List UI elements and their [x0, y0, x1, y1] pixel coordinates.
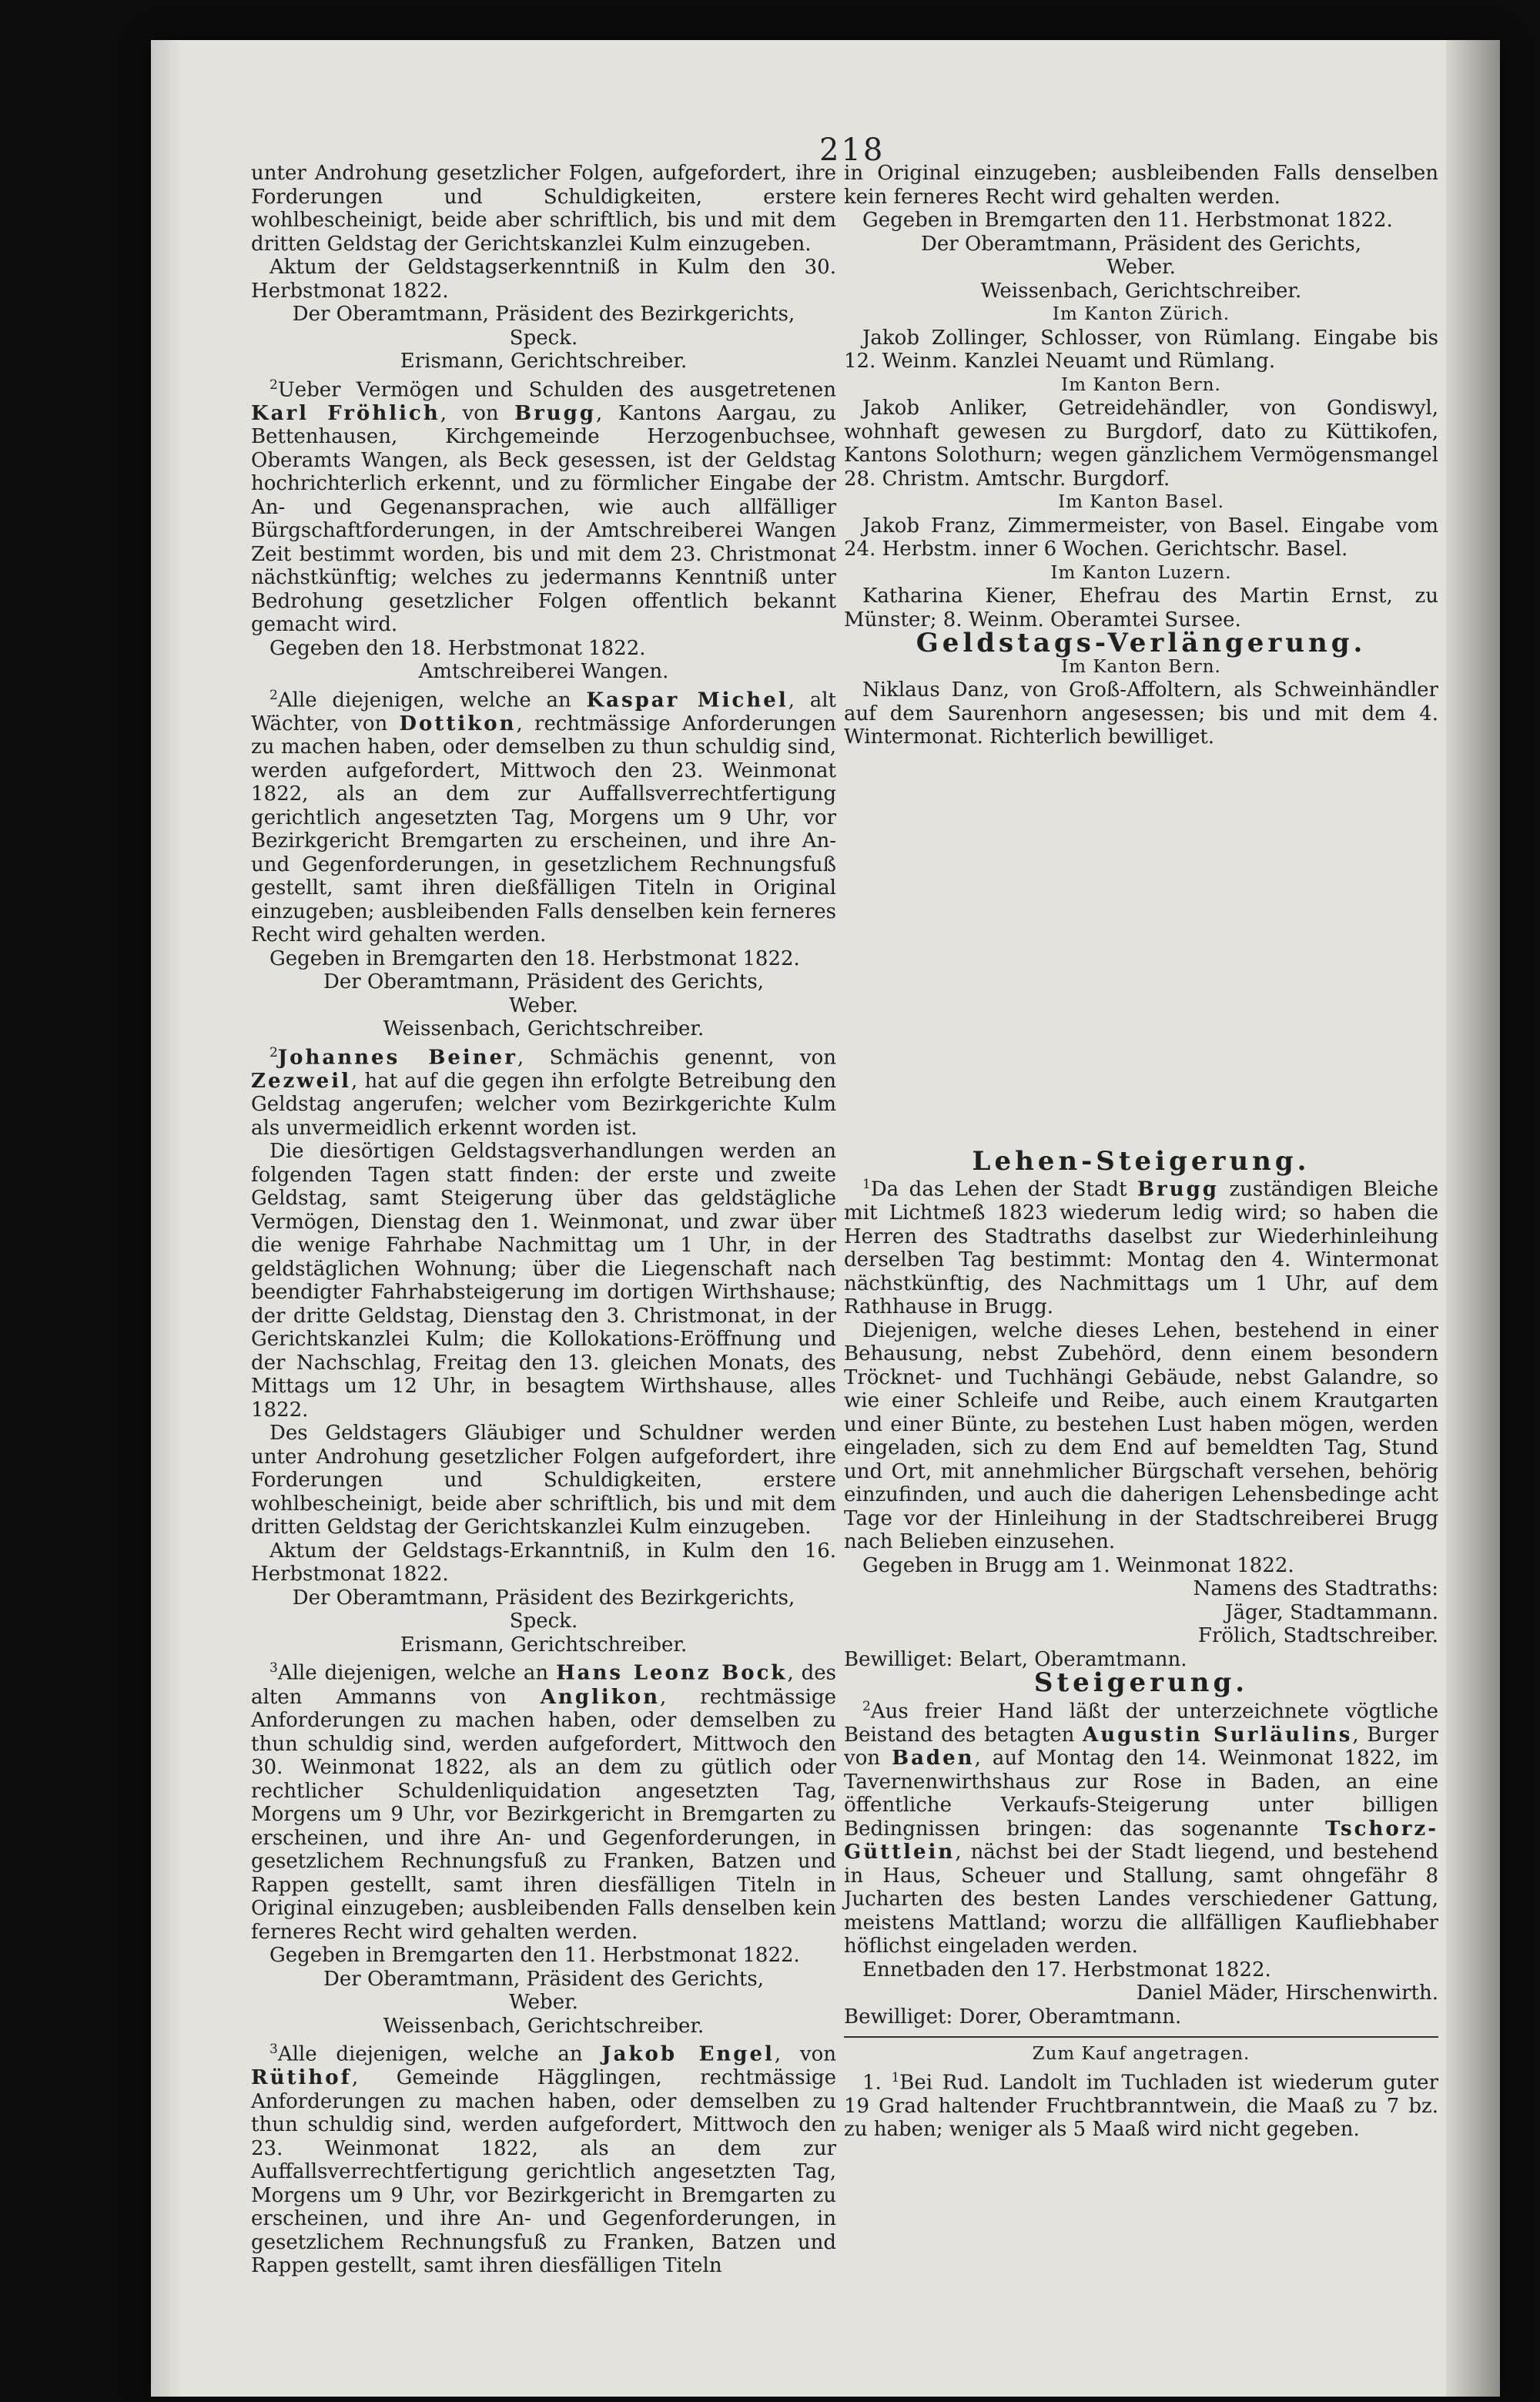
section-heading: Geldstags-Verlängerung. [916, 628, 1367, 658]
entry: Katharina Kiener, Ehefrau des Martin Ernst, zu Münster; 8. Weinm. Oberamtei Sursee. [844, 585, 1438, 631]
notice-number: 1 [891, 2069, 900, 2085]
person-name: Kaspar Michel [586, 688, 788, 712]
notice-number: 2 [270, 1044, 278, 1060]
canton-heading: Im Kanton Zürich. [1052, 304, 1230, 324]
signature: Speck. [509, 326, 578, 350]
date-line: Gegeben den 18. Herbstmonat 1822. [270, 636, 646, 660]
signature: Namens des Stadtraths: [1193, 1577, 1438, 1601]
date-line: Ennetbaden den 17. Herbstmonat 1822. [862, 1958, 1271, 1982]
person-name: Augustin Surläulins [1083, 1723, 1353, 1747]
signature: Speck. [509, 1610, 578, 1633]
notice-number: 3 [270, 1660, 278, 1677]
notice: 1. $^1$Bei Rud. Landolt im Tuchladen ist wiederum guter 19 Grad haltender Fruchtbranntwein, die Maaß zu 7 bz. zu haben; weniger als 5 Maaß wird nicht gegeben. [844, 2069, 1438, 2142]
signature: Weissenbach, Gerichtschreiber. [383, 2014, 705, 2038]
paragraph: unter Androhung gesetzlicher Folgen, aufgefordert, ihre Forderungen und Schuldigkeiten, erstere wohlbescheinigt, beide aber schriftlich, bis und mit dem dritten Geldstag der Gerichtskanzlei Kulm einzugeben. [251, 162, 836, 256]
signature: Weissenbach, Gerichtschreiber. [383, 1017, 705, 1041]
place-name: Baden [892, 1747, 975, 1771]
property-name: Tschorz-Güttlein [844, 1817, 1438, 1864]
signature: Erismann, Gerichtschreiber. [400, 350, 688, 373]
canton-heading: Im Kanton Luzern. [1050, 562, 1232, 583]
notice-number: 3 [270, 2042, 278, 2058]
notice: $^2$Ueber Vermögen und Schulden des ausgetretenen Karl Fröhlich, von Brugg, Kantons Aargau, zu Bettenhausen, Kirchgemeinde Herzogenbuchsee, Oberamts Wangen, als Beck gesessen, ist der Geldstag hochrichterlich erkennt, und zu förmlicher Eingabe der An- und Gegenansprachen, wie auch allfälliger Bürgschaftforderungen, in der Amtschreiberei Wangen Zeit bestimmt worden, bis und mit dem 23. Christmonat nächstkünftig; welches zu jedermanns Kenntniß unter Bedrohung gesetzlicher Folgen offentlich bekannt gemacht wird. [251, 377, 836, 637]
place-name: Brugg [1137, 1178, 1219, 1201]
approval-line: Bewilliget: Belart, Oberamtmann. [844, 1647, 1187, 1671]
signature: Weber. [509, 993, 578, 1017]
date-line: Gegeben in Bremgarten den 11. Herbstmonat 1822. [270, 1944, 800, 1968]
notice: $^3$Alle diejenigen, welche an Hans Leonz Bock, des alten Ammanns von Anglikon, rechtmässige Anforderungen zu machen haben, oder demselben zu thun schuldig sind, werden aufgefordert, Mittwoch den 30. Weinmonat 1822, als an dem zu gütlich oder rechtlicher Schuldenliquidation angesetzten Tag, Morgens um 9 Uhr, vor Bezirkgericht in Bremgarten zu erscheinen, und ihre An- und Gegenforderungen, in gesetzlichem Rechnungsfuß zu Franken, Batzen und Rappen gestellt, samt ihren diesfälligen Titeln in Original einzugeben; ausbleibenden Falls denselben kein ferneres Recht wird gehalten werden. [251, 1660, 836, 1944]
place-name: Brugg [514, 401, 597, 425]
place-name: Zezweil [251, 1069, 351, 1093]
date-line: Gegeben in Brugg am 1. Weinmonat 1822. [862, 1553, 1294, 1577]
page-edge [1446, 40, 1500, 2397]
entry: Jakob Franz, Zimmermeister, von Basel. Eingabe vom 24. Herbstm. inner 6 Wochen. Gerichtschr. Basel. [844, 514, 1438, 561]
notice: $^2$Alle diejenigen, welche an Kaspar Michel, alt Wächter, von Dottikon, rechtmässige Anforderungen zu machen haben, oder demselben zu thun schuldig sind, werden aufgefordert, Mittwoch den 23. Weinmonat 1822, als an dem zur Auffallsverrechtfertigung gerichtlich angesetzten Tag, Morgens um 9 Uhr, vor Bezirkgericht Bremgarten zu erscheinen, und ihre An- und Gegenforderungen, in gesetzlichem Rechnungsfuß gestellt, samt ihren dießfälligen Titeln in Original einzugeben; ausbleibenden Falls denselben kein ferneres Recht wird gehalten werden. [251, 687, 837, 947]
left-column [251, 162, 836, 2278]
notice-number: 2 [270, 377, 278, 393]
signature: Der Oberamtmann, Präsident des Bezirkgerichts, [292, 1586, 795, 1610]
notice-number: 1 [862, 1177, 871, 1192]
section-subheading: Zum Kauf angetragen. [1032, 2044, 1250, 2065]
newspaper-page [151, 40, 1500, 2397]
canton-heading: Im Kanton Bern. [1061, 656, 1221, 677]
person-name: Jakob Engel [601, 2042, 775, 2066]
place-name: Dottikon [399, 712, 517, 735]
signature: Der Oberamtmann, Präsident des Gerichts, [323, 970, 764, 994]
signature: Weissenbach, Gerichtschreiber. [980, 279, 1302, 303]
date-line: Gegeben in Bremgarten den 18. Herbstmonat 1822. [270, 946, 800, 970]
signature: Frölich, Stadtschreiber. [1197, 1624, 1438, 1648]
section-heading: Steigerung. [1033, 1667, 1249, 1699]
date-line: Aktum der Geldstags-Erkanntniß, in Kulm den 16. Herbstmonat 1822. [251, 1539, 836, 1586]
section-heading: Lehen-Steigerung. [972, 1145, 1311, 1177]
signature: Der Oberamtmann, Präsident des Gerichts, [921, 232, 1361, 256]
approval-line: Bewilliget: Dorer, Oberamtmann. [844, 2005, 1182, 2028]
signature: Amtschreiberei Wangen. [418, 660, 669, 684]
divider [844, 2036, 1438, 2038]
notice: $^3$Alle diejenigen, welche an Jakob Engel, von Rütihof, Gemeinde Hägglingen, rechtmässige Anforderungen zu machen haben, oder demselben zu thun schuldig sind, werden aufgefordert, Mittwoch den 23. Weinmonat 1822, als an dem zur Auffallsverrechtfertigung gerichtlich angesetzten Tag, Morgens um 9 Uhr, vor Bezirkgericht in Bremgarten zu erscheinen, und ihre An- und Gegenforderungen, in gesetzlichem Rechnungsfuß zu Franken, Batzen und Rappen gestellt, samt ihren diesfälligen Titeln [251, 2042, 836, 2278]
entry: Niklaus Danz, von Groß-Affoltern, als Schweinhändler auf dem Saurenhorn angesessen; bis und mit dem 4. Wintermonat. Richterlich bewilliget. [844, 678, 1438, 749]
notice: $^2$Johannes Beiner, Schmächis genennt, von Zezweil, hat auf die gegen ihn erfolgte Betreibung den Geldstag angerufen; welcher vom Bezirkgerichte Kulm als unvermeidlich erkennt worden ist. [251, 1044, 836, 1140]
paragraph: Des Geldstagers Gläubiger und Schuldner werden unter Androhung gesetzlicher Folgen aufgefordert, ihre Forderungen und Schuldigkeiten, erstere wohlbescheinigt, beide aber schriftlich, bis und mit dem dritten Geldstag der Gerichtskanzlei Kulm einzugeben. [251, 1422, 836, 1539]
entry: Jakob Anliker, Getreidehändler, von Gondiswyl, wohnhaft gewesen zu Burgdorf, dato zu Küttikofen, Kantons Solothurn; wegen gänzlichem Vermögensmangel 28. Christm. Amtschr. Burgdorf. [844, 397, 1438, 491]
binding-shadow [151, 40, 182, 2397]
person-name: Karl Fröhlich [251, 401, 440, 425]
paragraph: Die diesörtigen Geldstagsverhandlungen werden an folgenden Tagen statt finden: der erste und zweite Geldstag, samt Steigerung über das geldstägliche Vermögen, Dienstag den 1. Weinmonat, und zwar über die wenige Fahrhabe Nachmittag um 1 Uhr, in der geldstäglichen Wohnung; über die Liegenschaft nach beendigter Fahrhabsteigerung im dortigen Wirthshause; der dritte Geldstag, Dienstag den 3. Christmonat, in der Gerichtskanzlei Kulm; die Kollokations-Eröffnung und der Nachschlag, Freitag den 13. gleichen Monats, des Mittags um 12 Uhr, in besagtem Wirthshause, alles 1822. [251, 1140, 836, 1422]
signature: Jäger, Stadtammann. [1225, 1600, 1438, 1624]
page-number: 218 [819, 132, 886, 168]
person-name: Johannes Beiner [277, 1046, 517, 1070]
place-name: Rütihof [251, 2066, 352, 2090]
signature: Erismann, Gerichtschreiber. [400, 1633, 688, 1657]
notice: $^1$Da das Lehen der Stadt Brugg zuständigen Bleiche mit Lichtmeß 1823 wiederum ledig wird; so haben die Herren des Stadtraths daselbst zur Wiederhinleihung derselben Tag bestimmt: Montag den 4. Wintermonat nächstkünftig, des Nachmittags um 1 Uhr, auf dem Rathhause in Brugg. [844, 1177, 1439, 1319]
signature: Weber. [1106, 256, 1176, 279]
signature: Der Oberamtmann, Präsident des Bezirkgerichts, [292, 303, 795, 326]
signature: Daniel Mäder, Hirschenwirth. [1136, 1982, 1438, 2005]
signature: Der Oberamtmann, Präsident des Gerichts, [323, 1967, 764, 1991]
person-name: Hans Leonz Bock [556, 1662, 788, 1686]
place-name: Anglikon [540, 1685, 661, 1709]
notice-number: 2 [270, 687, 278, 703]
entry: Jakob Zollinger, Schlosser, von Rümlang. Eingabe bis 12. Weinm. Kanzlei Neuamt und Rümlang. [844, 326, 1438, 373]
paragraph: Diejenigen, welche dieses Lehen, bestehend in einer Behausung, nebst Zubehörd, denn einem besondern Tröcknet- und Tuchhängi Gebäude, nebst Galandre, so wie einer Schleife und Reibe, auch einem Krautgarten und einer Bünte, zu bestehen Lust haben mögen, werden eingeladen, sich zu dem End auf bemeldten Tag, Stund und Ort, mit annehmlicher Bürgschaft versehen, behörig einzufinden, und auch die daherigen Lehensbedinge acht Tage vor der Hinleihung in der Stadtschreiberei Brugg nach Belieben einzusehen. [844, 1318, 1438, 1554]
canton-heading: Im Kanton Bern. [1061, 374, 1221, 395]
paragraph: Aktum der Geldstagserkenntniß in Kulm den 30. Herbstmonat 1822. [251, 256, 836, 303]
signature: Weber. [509, 1991, 578, 2015]
blank-space [844, 749, 1438, 1150]
canton-heading: Im Kanton Basel. [1058, 492, 1224, 512]
notice-number: 2 [862, 1698, 871, 1714]
paragraph: in Original einzugeben; ausbleibenden Falls denselben kein ferneres Recht wird gehalten werden. [844, 162, 1438, 209]
right-column [844, 162, 1438, 2142]
date-line: Gegeben in Bremgarten den 11. Herbstmonat 1822. [862, 209, 1393, 232]
notice: $^2$Aus freier Hand läßt der unterzeichnete vögtliche Beistand des betagten Augustin Surläulins, Burger von Baden, auf Montag den 14. Weinmonat 1822, im Tavernenwirthshaus zur Rose in Baden, an eine öffentliche Verkaufs-Steigerung unter billigen Bedingnissen bringen: das sogenannte Tschorz-Güttlein, nächst bei der Stadt liegend, und bestehend in Haus, Scheuer und Stallung, samt ohngefähr 8 Jucharten des besten Landes verschiedener Gattung, meistens Mattland; worzu die allfälligen Kaufliebhaber höflichst eingeladen werden. [844, 1698, 1438, 1958]
